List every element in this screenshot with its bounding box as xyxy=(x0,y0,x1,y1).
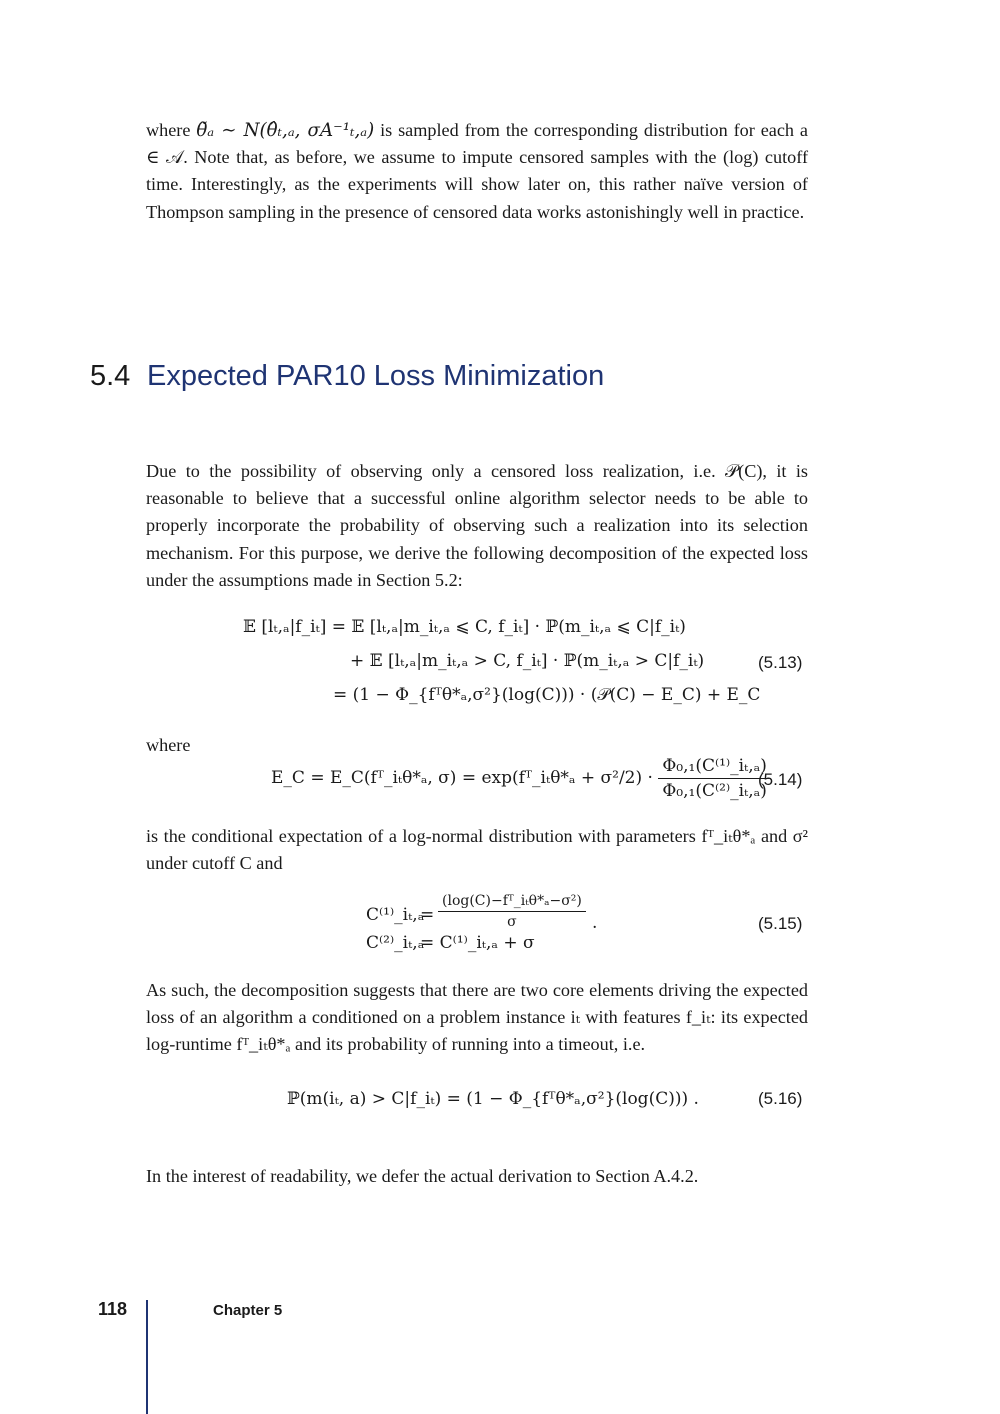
eq-5-15-number: (5.15) xyxy=(758,914,803,933)
section-number: 5.4 xyxy=(90,360,131,392)
eq-5-14-lhs: E_C = E_C(fᵀ_iₜθ*ₐ, σ) = exp(fᵀ_iₜθ*ₐ + σ²/2) · xyxy=(271,768,653,788)
eq-5-14-number: (5.14) xyxy=(758,770,803,789)
eq-5-13-number: (5.13) xyxy=(758,653,803,672)
para1-prefix: where xyxy=(146,120,191,140)
eq-5-15-frac xyxy=(438,893,586,930)
eq-5-16-number: (5.16) xyxy=(758,1089,803,1108)
chapter-label: Chapter 5 xyxy=(213,1302,283,1319)
where-label: where xyxy=(146,735,191,755)
eq-5-15-l1: C⁽¹⁾_iₜ,ₐ xyxy=(366,905,425,925)
eq-5-15-r2: = C⁽¹⁾_iₜ,ₐ + σ xyxy=(420,933,535,953)
eq-5-14 xyxy=(271,756,771,801)
paragraph-decomposition: Due to the possibility of observing only a censored loss realization, i.e. 𝒫(C), it is reasonable to believe that a successful online algorithm selector needs to be able to properly incorporate the probability of observing such a realization into its selection mechanism. For this purpose, we derive the following decomposition of the expected loss under the assumptions made in Section 5.2: xyxy=(146,461,808,590)
section-title: Expected PAR10 Loss Minimization xyxy=(147,360,605,392)
paragraph-core-elements: As such, the decomposition suggests that there are two core elements driving the expected loss of an algorithm a conditioned on a problem instance iₜ with features f_iₜ: its expected log-runtime fᵀ_iₜθ*ₐ and its probability of running into a timeout, i.e. xyxy=(146,980,808,1055)
para1-math: θ̃ₐ ∼ N(θ̂ₜ,ₐ, σA⁻¹ₜ,ₐ) xyxy=(196,120,375,141)
eq-5-14-fraction xyxy=(658,756,771,801)
paragraph-thompson xyxy=(146,117,808,226)
para1-text: is sampled from the corresponding distribution for each a ∈ 𝒜. Note that, as before, we assume to impute censored samples with the (log) cutoff time. Interestingly, as the experiments will show later on, this rather naïve version of Thompson sampling in the presence of censored data works astonishingly well in practice. xyxy=(146,120,808,222)
footer-divider xyxy=(146,1300,148,1414)
eq-5-15-fraction xyxy=(438,893,586,930)
eq-5-15-denominator: σ xyxy=(507,914,517,930)
eq-5-15-numerator: (log(C)−fᵀ_iₜθ*ₐ−σ²) xyxy=(438,893,586,912)
eq-5-14-numerator: Φ₀,₁(C⁽¹⁾_iₜ,ₐ) xyxy=(658,756,771,779)
eq-5-13-line2: + 𝔼 [lₜ,ₐ|m_iₜ,ₐ > C, f_iₜ] · ℙ(m_iₜ,ₐ > C|f_iₜ) xyxy=(350,651,705,671)
page-number: 118 xyxy=(98,1299,128,1319)
eq-5-15-dot: . xyxy=(592,913,598,933)
eq-5-14-denominator: Φ₀,₁(C⁽²⁾_iₜ,ₐ) xyxy=(662,781,767,801)
eq-5-13-line1: 𝔼 [lₜ,ₐ|f_iₜ] = 𝔼 [lₜ,ₐ|m_iₜ,ₐ ⩽ C, f_iₜ] · ℙ(m_iₜ,ₐ ⩽ C|f_iₜ) xyxy=(243,617,686,637)
eq-5-13-line3: = (1 − Φ_{fᵀθ*ₐ,σ²}(log(C))) · (𝒫(C) − E_C) + E_C xyxy=(333,685,761,705)
eq-5-16: ℙ(m(iₜ, a) > C|f_iₜ) = (1 − Φ_{fᵀθ*ₐ,σ²}(log(C))) . xyxy=(287,1089,699,1109)
eq-5-15-eqsign: = xyxy=(420,905,435,925)
section-heading xyxy=(90,360,604,393)
eq-5-15-l2: C⁽²⁾_iₜ,ₐ xyxy=(366,933,425,953)
paragraph-lognormal: is the conditional expectation of a log-normal distribution with parameters fᵀ_iₜθ*ₐ and σ² under cutoff C and xyxy=(146,826,808,874)
paragraph-readability: In the interest of readability, we defer the actual derivation to Section A.4.2. xyxy=(146,1166,699,1186)
